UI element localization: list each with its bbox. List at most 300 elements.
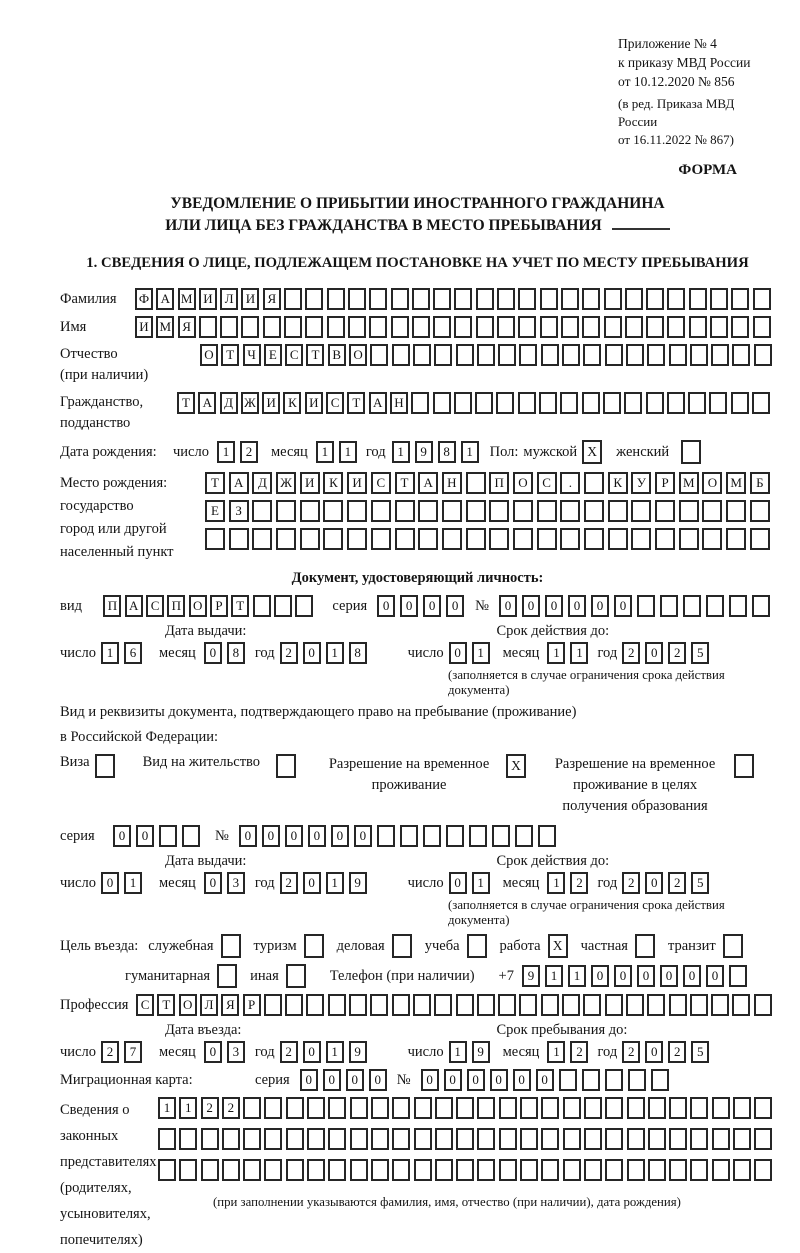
char-cell[interactable]: 0 <box>331 825 349 847</box>
char-cell[interactable] <box>540 288 558 310</box>
char-cell[interactable] <box>582 316 600 338</box>
char-cell[interactable] <box>538 825 556 847</box>
char-cell[interactable] <box>752 595 770 617</box>
char-cell[interactable]: 2 <box>622 1041 640 1063</box>
char-cell[interactable]: А <box>369 392 387 414</box>
char-cell[interactable]: В <box>328 344 346 366</box>
char-cell[interactable] <box>627 1128 645 1150</box>
char-cell[interactable] <box>726 500 746 522</box>
char-cell[interactable] <box>729 965 747 987</box>
char-cell[interactable] <box>690 1128 708 1150</box>
char-cell[interactable]: 5 <box>691 642 709 664</box>
char-cell[interactable]: 2 <box>280 1041 298 1063</box>
char-cell[interactable] <box>689 288 707 310</box>
char-cell[interactable] <box>300 500 320 522</box>
char-cell[interactable] <box>582 288 600 310</box>
char-cell[interactable] <box>518 392 536 414</box>
char-cell[interactable] <box>395 500 415 522</box>
char-cell[interactable]: 9 <box>349 1041 367 1063</box>
char-cell[interactable]: 2 <box>201 1097 219 1119</box>
char-cell[interactable]: 0 <box>204 872 222 894</box>
char-cell[interactable] <box>413 994 431 1016</box>
char-cell[interactable] <box>300 528 320 550</box>
char-cell[interactable] <box>560 528 580 550</box>
char-cell[interactable] <box>726 528 746 550</box>
char-cell[interactable]: 2 <box>622 642 640 664</box>
char-cell[interactable] <box>733 1097 751 1119</box>
char-cell[interactable] <box>456 1159 474 1181</box>
char-cell[interactable] <box>669 994 687 1016</box>
char-cell[interactable] <box>733 1128 751 1150</box>
char-cell[interactable] <box>391 316 409 338</box>
char-cell[interactable] <box>560 392 578 414</box>
char-cell[interactable]: 3 <box>227 1041 245 1063</box>
char-cell[interactable] <box>562 344 580 366</box>
char-cell[interactable]: 0 <box>101 872 119 894</box>
char-cell[interactable] <box>731 288 749 310</box>
char-cell[interactable] <box>264 1159 282 1181</box>
char-cell[interactable] <box>648 1128 666 1150</box>
char-cell[interactable] <box>456 1128 474 1150</box>
char-cell[interactable]: 1 <box>568 965 586 987</box>
char-cell[interactable]: К <box>323 472 343 494</box>
char-cell[interactable]: Р <box>210 595 228 617</box>
char-cell[interactable] <box>729 595 747 617</box>
option-checkbox[interactable] <box>723 934 743 958</box>
char-cell[interactable] <box>605 1159 623 1181</box>
char-cell[interactable] <box>605 1097 623 1119</box>
char-cell[interactable] <box>377 825 395 847</box>
char-cell[interactable]: 1 <box>316 441 334 463</box>
char-cell[interactable] <box>648 1097 666 1119</box>
char-cell[interactable] <box>541 1097 559 1119</box>
char-cell[interactable] <box>563 1097 581 1119</box>
char-cell[interactable] <box>669 1159 687 1181</box>
char-cell[interactable] <box>285 994 303 1016</box>
char-cell[interactable] <box>732 344 750 366</box>
char-cell[interactable] <box>499 1097 517 1119</box>
char-cell[interactable] <box>627 1097 645 1119</box>
char-cell[interactable] <box>519 994 537 1016</box>
char-cell[interactable]: С <box>285 344 303 366</box>
char-cell[interactable]: 0 <box>591 965 609 987</box>
char-cell[interactable] <box>371 1159 389 1181</box>
char-cell[interactable] <box>476 288 494 310</box>
char-cell[interactable] <box>498 344 516 366</box>
char-cell[interactable] <box>492 825 510 847</box>
char-cell[interactable]: 2 <box>240 441 258 463</box>
char-cell[interactable]: Я <box>263 288 281 310</box>
char-cell[interactable] <box>201 1159 219 1181</box>
char-cell[interactable] <box>584 1128 602 1150</box>
char-cell[interactable]: П <box>167 595 185 617</box>
char-cell[interactable] <box>690 1097 708 1119</box>
char-cell[interactable] <box>469 825 487 847</box>
char-cell[interactable]: Т <box>231 595 249 617</box>
char-cell[interactable]: Д <box>252 472 272 494</box>
char-cell[interactable] <box>418 500 438 522</box>
char-cell[interactable] <box>229 528 249 550</box>
char-cell[interactable] <box>559 1069 577 1091</box>
char-cell[interactable] <box>655 500 675 522</box>
char-cell[interactable]: 2 <box>280 642 298 664</box>
char-cell[interactable] <box>625 288 643 310</box>
char-cell[interactable]: К <box>608 472 628 494</box>
char-cell[interactable]: И <box>262 392 280 414</box>
char-cell[interactable] <box>754 344 772 366</box>
char-cell[interactable]: 0 <box>444 1069 462 1091</box>
char-cell[interactable]: А <box>229 472 249 494</box>
char-cell[interactable] <box>637 595 655 617</box>
char-cell[interactable] <box>750 528 770 550</box>
char-cell[interactable] <box>648 1159 666 1181</box>
char-cell[interactable] <box>731 316 749 338</box>
char-cell[interactable]: И <box>305 392 323 414</box>
char-cell[interactable] <box>754 1097 772 1119</box>
char-cell[interactable]: М <box>178 288 196 310</box>
char-cell[interactable] <box>647 344 665 366</box>
char-cell[interactable]: С <box>136 994 154 1016</box>
char-cell[interactable]: 1 <box>339 441 357 463</box>
char-cell[interactable] <box>496 392 514 414</box>
char-cell[interactable]: 1 <box>326 642 344 664</box>
char-cell[interactable] <box>541 344 559 366</box>
temp-residence-education-checkbox[interactable] <box>734 754 754 778</box>
char-cell[interactable] <box>688 392 706 414</box>
char-cell[interactable]: 2 <box>222 1097 240 1119</box>
char-cell[interactable] <box>754 994 772 1016</box>
char-cell[interactable] <box>518 288 536 310</box>
char-cell[interactable]: 0 <box>369 1069 387 1091</box>
char-cell[interactable]: 8 <box>227 642 245 664</box>
char-cell[interactable] <box>295 595 313 617</box>
char-cell[interactable] <box>347 528 367 550</box>
char-cell[interactable] <box>669 1097 687 1119</box>
option-checkbox[interactable] <box>286 964 306 988</box>
char-cell[interactable]: 2 <box>280 872 298 894</box>
char-cell[interactable] <box>276 528 296 550</box>
char-cell[interactable]: 0 <box>303 872 321 894</box>
char-cell[interactable] <box>690 1159 708 1181</box>
char-cell[interactable]: 2 <box>622 872 640 894</box>
char-cell[interactable] <box>456 1097 474 1119</box>
char-cell[interactable] <box>513 528 533 550</box>
char-cell[interactable] <box>327 316 345 338</box>
char-cell[interactable]: 0 <box>614 595 632 617</box>
char-cell[interactable] <box>323 500 343 522</box>
char-cell[interactable] <box>371 1097 389 1119</box>
char-cell[interactable]: 0 <box>449 872 467 894</box>
char-cell[interactable] <box>395 528 415 550</box>
char-cell[interactable] <box>392 994 410 1016</box>
char-cell[interactable] <box>604 316 622 338</box>
char-cell[interactable] <box>442 500 462 522</box>
char-cell[interactable] <box>477 994 495 1016</box>
char-cell[interactable] <box>731 392 749 414</box>
char-cell[interactable]: 0 <box>706 965 724 987</box>
char-cell[interactable] <box>498 994 516 1016</box>
char-cell[interactable]: Е <box>264 344 282 366</box>
char-cell[interactable] <box>199 316 217 338</box>
char-cell[interactable] <box>263 316 281 338</box>
char-cell[interactable]: 2 <box>570 1041 588 1063</box>
char-cell[interactable] <box>520 1128 538 1150</box>
char-cell[interactable] <box>371 500 391 522</box>
char-cell[interactable]: У <box>631 472 651 494</box>
char-cell[interactable] <box>608 528 628 550</box>
char-cell[interactable] <box>499 1159 517 1181</box>
visa-checkbox[interactable] <box>95 754 115 778</box>
char-cell[interactable]: 0 <box>522 595 540 617</box>
char-cell[interactable]: М <box>679 472 699 494</box>
char-cell[interactable]: Т <box>205 472 225 494</box>
char-cell[interactable] <box>513 500 533 522</box>
char-cell[interactable] <box>414 1097 432 1119</box>
char-cell[interactable]: 0 <box>591 595 609 617</box>
char-cell[interactable] <box>370 994 388 1016</box>
char-cell[interactable] <box>328 994 346 1016</box>
char-cell[interactable]: 9 <box>349 872 367 894</box>
char-cell[interactable] <box>489 528 509 550</box>
char-cell[interactable]: 0 <box>683 965 701 987</box>
char-cell[interactable]: 1 <box>472 872 490 894</box>
char-cell[interactable] <box>710 316 728 338</box>
char-cell[interactable] <box>541 1128 559 1150</box>
char-cell[interactable] <box>243 1159 261 1181</box>
char-cell[interactable]: И <box>199 288 217 310</box>
char-cell[interactable] <box>603 392 621 414</box>
char-cell[interactable]: О <box>513 472 533 494</box>
char-cell[interactable] <box>646 316 664 338</box>
char-cell[interactable]: 5 <box>691 872 709 894</box>
char-cell[interactable]: Т <box>395 472 415 494</box>
char-cell[interactable] <box>626 994 644 1016</box>
char-cell[interactable] <box>584 500 604 522</box>
char-cell[interactable] <box>466 528 486 550</box>
char-cell[interactable] <box>274 595 292 617</box>
char-cell[interactable]: 1 <box>392 441 410 463</box>
char-cell[interactable]: . <box>560 472 580 494</box>
char-cell[interactable]: И <box>135 316 153 338</box>
char-cell[interactable]: О <box>349 344 367 366</box>
char-cell[interactable] <box>710 288 728 310</box>
char-cell[interactable] <box>433 392 451 414</box>
char-cell[interactable] <box>392 1159 410 1181</box>
char-cell[interactable]: 0 <box>239 825 257 847</box>
char-cell[interactable]: О <box>702 472 722 494</box>
char-cell[interactable] <box>371 1128 389 1150</box>
char-cell[interactable] <box>651 1069 669 1091</box>
char-cell[interactable] <box>435 1159 453 1181</box>
char-cell[interactable] <box>182 825 200 847</box>
char-cell[interactable] <box>392 1097 410 1119</box>
char-cell[interactable] <box>475 392 493 414</box>
char-cell[interactable]: М <box>726 472 746 494</box>
char-cell[interactable]: Н <box>390 392 408 414</box>
char-cell[interactable] <box>646 392 664 414</box>
char-cell[interactable] <box>711 344 729 366</box>
char-cell[interactable]: А <box>198 392 216 414</box>
char-cell[interactable]: П <box>103 595 121 617</box>
char-cell[interactable]: 0 <box>377 595 395 617</box>
char-cell[interactable] <box>477 1097 495 1119</box>
char-cell[interactable]: 2 <box>668 1041 686 1063</box>
char-cell[interactable] <box>667 316 685 338</box>
char-cell[interactable] <box>604 288 622 310</box>
char-cell[interactable]: 1 <box>547 1041 565 1063</box>
char-cell[interactable]: 9 <box>415 441 433 463</box>
char-cell[interactable] <box>605 1069 623 1091</box>
sex-male-checkbox[interactable]: X <box>582 440 602 464</box>
char-cell[interactable] <box>307 1159 325 1181</box>
char-cell[interactable] <box>414 1128 432 1150</box>
char-cell[interactable] <box>456 344 474 366</box>
option-checkbox[interactable] <box>304 934 324 958</box>
char-cell[interactable] <box>489 500 509 522</box>
char-cell[interactable] <box>371 528 391 550</box>
char-cell[interactable]: 0 <box>513 1069 531 1091</box>
char-cell[interactable] <box>454 288 472 310</box>
char-cell[interactable] <box>683 595 701 617</box>
char-cell[interactable]: Я <box>178 316 196 338</box>
char-cell[interactable]: 1 <box>326 1041 344 1063</box>
char-cell[interactable] <box>655 528 675 550</box>
char-cell[interactable]: Л <box>220 288 238 310</box>
char-cell[interactable] <box>583 344 601 366</box>
char-cell[interactable] <box>584 472 604 494</box>
char-cell[interactable] <box>497 316 515 338</box>
char-cell[interactable]: 0 <box>136 825 154 847</box>
char-cell[interactable] <box>252 500 272 522</box>
char-cell[interactable] <box>435 1128 453 1150</box>
char-cell[interactable]: 0 <box>421 1069 439 1091</box>
char-cell[interactable] <box>669 344 687 366</box>
char-cell[interactable]: 9 <box>472 1041 490 1063</box>
char-cell[interactable]: 0 <box>204 1041 222 1063</box>
char-cell[interactable] <box>369 316 387 338</box>
char-cell[interactable] <box>689 316 707 338</box>
char-cell[interactable] <box>434 344 452 366</box>
char-cell[interactable] <box>712 1128 730 1150</box>
char-cell[interactable]: 0 <box>645 872 663 894</box>
char-cell[interactable] <box>626 344 644 366</box>
char-cell[interactable] <box>159 825 177 847</box>
char-cell[interactable]: 1 <box>158 1097 176 1119</box>
char-cell[interactable] <box>466 500 486 522</box>
char-cell[interactable] <box>370 344 388 366</box>
char-cell[interactable] <box>442 528 462 550</box>
char-cell[interactable] <box>583 994 601 1016</box>
char-cell[interactable]: С <box>537 472 557 494</box>
char-cell[interactable]: 0 <box>536 1069 554 1091</box>
char-cell[interactable]: 0 <box>323 1069 341 1091</box>
char-cell[interactable]: С <box>326 392 344 414</box>
char-cell[interactable]: 0 <box>637 965 655 987</box>
char-cell[interactable] <box>400 825 418 847</box>
char-cell[interactable] <box>328 1097 346 1119</box>
char-cell[interactable] <box>540 316 558 338</box>
char-cell[interactable]: 0 <box>467 1069 485 1091</box>
char-cell[interactable]: Т <box>177 392 195 414</box>
char-cell[interactable]: 3 <box>227 872 245 894</box>
char-cell[interactable]: 0 <box>346 1069 364 1091</box>
char-cell[interactable]: 1 <box>124 872 142 894</box>
char-cell[interactable] <box>520 1159 538 1181</box>
char-cell[interactable] <box>307 1097 325 1119</box>
char-cell[interactable]: 2 <box>668 642 686 664</box>
char-cell[interactable] <box>369 288 387 310</box>
char-cell[interactable] <box>220 316 238 338</box>
char-cell[interactable]: 0 <box>354 825 372 847</box>
char-cell[interactable] <box>347 500 367 522</box>
char-cell[interactable]: 0 <box>490 1069 508 1091</box>
char-cell[interactable] <box>243 1097 261 1119</box>
char-cell[interactable] <box>605 344 623 366</box>
char-cell[interactable]: Н <box>442 472 462 494</box>
char-cell[interactable] <box>350 1097 368 1119</box>
option-checkbox[interactable] <box>467 934 487 958</box>
char-cell[interactable] <box>605 1128 623 1150</box>
char-cell[interactable] <box>466 472 486 494</box>
char-cell[interactable] <box>412 288 430 310</box>
char-cell[interactable]: А <box>125 595 143 617</box>
char-cell[interactable] <box>264 1128 282 1150</box>
char-cell[interactable] <box>497 288 515 310</box>
char-cell[interactable] <box>392 1128 410 1150</box>
char-cell[interactable] <box>667 288 685 310</box>
char-cell[interactable] <box>608 500 628 522</box>
char-cell[interactable] <box>323 528 343 550</box>
char-cell[interactable]: 0 <box>300 1069 318 1091</box>
char-cell[interactable] <box>435 1097 453 1119</box>
char-cell[interactable]: 2 <box>101 1041 119 1063</box>
char-cell[interactable] <box>706 595 724 617</box>
char-cell[interactable]: С <box>371 472 391 494</box>
char-cell[interactable] <box>253 595 271 617</box>
char-cell[interactable] <box>563 1128 581 1150</box>
char-cell[interactable] <box>201 1128 219 1150</box>
char-cell[interactable] <box>563 1159 581 1181</box>
char-cell[interactable] <box>286 1159 304 1181</box>
char-cell[interactable] <box>286 1128 304 1150</box>
char-cell[interactable]: 0 <box>285 825 303 847</box>
char-cell[interactable] <box>305 288 323 310</box>
char-cell[interactable]: 1 <box>179 1097 197 1119</box>
char-cell[interactable] <box>348 316 366 338</box>
char-cell[interactable] <box>631 500 651 522</box>
char-cell[interactable]: 9 <box>522 965 540 987</box>
char-cell[interactable]: 8 <box>438 441 456 463</box>
char-cell[interactable]: 1 <box>217 441 235 463</box>
char-cell[interactable]: Л <box>200 994 218 1016</box>
char-cell[interactable]: Ж <box>241 392 259 414</box>
temp-residence-checkbox[interactable]: X <box>506 754 526 778</box>
char-cell[interactable] <box>433 316 451 338</box>
char-cell[interactable]: 0 <box>614 965 632 987</box>
residence-permit-checkbox[interactable] <box>276 754 296 778</box>
char-cell[interactable] <box>690 994 708 1016</box>
char-cell[interactable]: Е <box>205 500 225 522</box>
char-cell[interactable] <box>750 500 770 522</box>
char-cell[interactable] <box>679 500 699 522</box>
char-cell[interactable] <box>454 316 472 338</box>
char-cell[interactable]: К <box>283 392 301 414</box>
char-cell[interactable] <box>584 1159 602 1181</box>
char-cell[interactable] <box>541 994 559 1016</box>
char-cell[interactable] <box>712 1159 730 1181</box>
char-cell[interactable] <box>582 1069 600 1091</box>
option-checkbox[interactable] <box>635 934 655 958</box>
